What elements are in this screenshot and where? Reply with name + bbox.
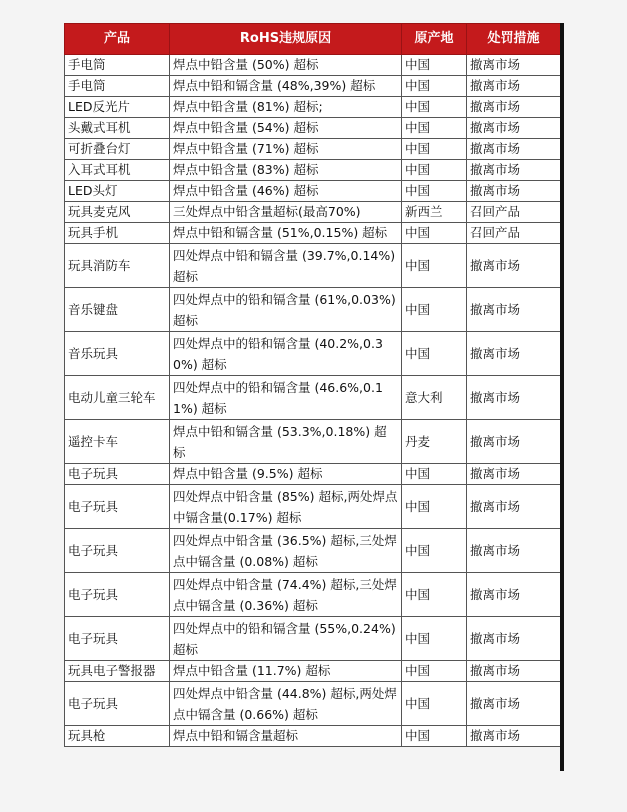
cell-origin: 中国 — [402, 139, 467, 160]
cell-origin: 中国 — [402, 682, 467, 726]
cell-action: 撤离市场 — [467, 420, 561, 464]
cell-origin: 中国 — [402, 118, 467, 139]
cell-origin: 中国 — [402, 529, 467, 573]
cell-action: 撤离市场 — [467, 181, 561, 202]
cell-action: 召回产品 — [467, 202, 561, 223]
table-row — [65, 661, 561, 682]
cell-product: 玩具消防车 — [65, 244, 170, 288]
cell-action: 撤离市场 — [467, 485, 561, 529]
cell-product: 玩具枪 — [65, 726, 170, 747]
cell-reason: 三处焊点中铅含量超标(最高70%) — [170, 202, 402, 223]
cell-reason: 四处焊点中铅含量 (44.8%) 超标,两处焊点中镉含量 (0.66%) 超标 — [170, 682, 402, 726]
table-row — [65, 376, 561, 420]
cell-reason: 四处焊点中铅含量 (36.5%) 超标,三处焊点中镉含量 (0.08%) 超标 — [170, 529, 402, 573]
table-row — [65, 139, 561, 160]
cell-reason: 焊点中铅和镉含量 (48%,39%) 超标 — [170, 76, 402, 97]
cell-origin: 中国 — [402, 181, 467, 202]
cell-origin: 中国 — [402, 332, 467, 376]
cell-product: 可折叠台灯 — [65, 139, 170, 160]
cell-product: 玩具麦克风 — [65, 202, 170, 223]
cell-product: 电子玩具 — [65, 529, 170, 573]
cell-reason: 焊点中铅和镉含量超标 — [170, 726, 402, 747]
table-row — [65, 726, 561, 747]
cell-reason: 焊点中铅含量 (54%) 超标 — [170, 118, 402, 139]
cell-origin: 中国 — [402, 661, 467, 682]
table-row — [65, 118, 561, 139]
cell-origin: 新西兰 — [402, 202, 467, 223]
cell-product: 音乐键盘 — [65, 288, 170, 332]
cell-reason: 四处焊点中的铅和镉含量 (55%,0.24%) 超标 — [170, 617, 402, 661]
cell-action: 撤离市场 — [467, 376, 561, 420]
table-header-row — [65, 24, 561, 55]
cell-action: 撤离市场 — [467, 118, 561, 139]
table-row — [65, 202, 561, 223]
cell-action: 召回产品 — [467, 223, 561, 244]
cell-origin: 中国 — [402, 288, 467, 332]
table-body — [65, 55, 561, 747]
table-row — [65, 464, 561, 485]
cell-origin: 中国 — [402, 97, 467, 118]
cell-product: 玩具电子警报器 — [65, 661, 170, 682]
table-row — [65, 529, 561, 573]
cell-product: 电子玩具 — [65, 573, 170, 617]
table-row — [65, 76, 561, 97]
cell-reason: 四处焊点中的铅和镉含量 (40.2%,0.30%) 超标 — [170, 332, 402, 376]
cell-product: 入耳式耳机 — [65, 160, 170, 181]
cell-product: LED反光片 — [65, 97, 170, 118]
cell-product: 玩具手机 — [65, 223, 170, 244]
cell-reason: 焊点中铅和镉含量 (51%,0.15%) 超标 — [170, 223, 402, 244]
cell-origin: 中国 — [402, 244, 467, 288]
table-row — [65, 223, 561, 244]
cell-action: 撤离市场 — [467, 661, 561, 682]
cell-action: 撤离市场 — [467, 160, 561, 181]
table-row — [65, 485, 561, 529]
table-row — [65, 244, 561, 288]
table-row — [65, 617, 561, 661]
cell-action: 撤离市场 — [467, 464, 561, 485]
cell-product: 遥控卡车 — [65, 420, 170, 464]
cell-origin: 丹麦 — [402, 420, 467, 464]
cell-action: 撤离市场 — [467, 55, 561, 76]
table-row — [65, 160, 561, 181]
cell-reason: 焊点中铅含量 (83%) 超标 — [170, 160, 402, 181]
cell-action: 撤离市场 — [467, 682, 561, 726]
table-row — [65, 55, 561, 76]
cell-origin: 中国 — [402, 485, 467, 529]
cell-reason: 四处焊点中的铅和镉含量 (61%,0.03%) 超标 — [170, 288, 402, 332]
cell-origin: 中国 — [402, 617, 467, 661]
cell-reason: 四处焊点中的铅和镉含量 (46.6%,0.11%) 超标 — [170, 376, 402, 420]
cell-action: 撤离市场 — [467, 139, 561, 160]
table-row — [65, 97, 561, 118]
cell-origin: 中国 — [402, 223, 467, 244]
cell-product: 头戴式耳机 — [65, 118, 170, 139]
table-right-shadow — [560, 23, 564, 771]
cell-origin: 中国 — [402, 573, 467, 617]
table-row — [65, 288, 561, 332]
header-product: 产品 — [65, 24, 170, 55]
table-row — [65, 573, 561, 617]
cell-origin: 中国 — [402, 726, 467, 747]
cell-product: 电子玩具 — [65, 485, 170, 529]
cell-action: 撤离市场 — [467, 244, 561, 288]
cell-product: 手电筒 — [65, 76, 170, 97]
cell-product: 电子玩具 — [65, 464, 170, 485]
cell-reason: 焊点中铅和镉含量 (53.3%,0.18%) 超标 — [170, 420, 402, 464]
cell-origin: 意大利 — [402, 376, 467, 420]
cell-product: 电动儿童三轮车 — [65, 376, 170, 420]
cell-action: 撤离市场 — [467, 288, 561, 332]
table-row — [65, 181, 561, 202]
cell-reason: 焊点中铅含量 (9.5%) 超标 — [170, 464, 402, 485]
cell-action: 撤离市场 — [467, 617, 561, 661]
cell-product: LED头灯 — [65, 181, 170, 202]
cell-reason: 四处焊点中铅含量 (74.4%) 超标,三处焊点中镉含量 (0.36%) 超标 — [170, 573, 402, 617]
cell-action: 撤离市场 — [467, 76, 561, 97]
cell-reason: 焊点中铅含量 (71%) 超标 — [170, 139, 402, 160]
cell-reason: 焊点中铅含量 (81%) 超标; — [170, 97, 402, 118]
cell-origin: 中国 — [402, 160, 467, 181]
cell-reason: 四处焊点中铅和镉含量 (39.7%,0.14%) 超标 — [170, 244, 402, 288]
cell-reason: 焊点中铅含量 (50%) 超标 — [170, 55, 402, 76]
header-origin: 原产地 — [402, 24, 467, 55]
cell-product: 电子玩具 — [65, 682, 170, 726]
table-row — [65, 682, 561, 726]
rohs-violation-table — [64, 23, 561, 747]
cell-product: 手电筒 — [65, 55, 170, 76]
cell-product: 电子玩具 — [65, 617, 170, 661]
cell-reason: 四处焊点中铅含量 (85%) 超标,两处焊点中镉含量(0.17%) 超标 — [170, 485, 402, 529]
table-row — [65, 420, 561, 464]
cell-origin: 中国 — [402, 76, 467, 97]
header-action: 处罚措施 — [467, 24, 561, 55]
cell-action: 撤离市场 — [467, 529, 561, 573]
cell-reason: 焊点中铅含量 (11.7%) 超标 — [170, 661, 402, 682]
cell-action: 撤离市场 — [467, 573, 561, 617]
cell-product: 音乐玩具 — [65, 332, 170, 376]
cell-origin: 中国 — [402, 464, 467, 485]
cell-reason: 焊点中铅含量 (46%) 超标 — [170, 181, 402, 202]
table-row — [65, 332, 561, 376]
cell-action: 撤离市场 — [467, 726, 561, 747]
cell-action: 撤离市场 — [467, 97, 561, 118]
header-reason: RoHS违规原因 — [170, 24, 402, 55]
cell-origin: 中国 — [402, 55, 467, 76]
cell-action: 撤离市场 — [467, 332, 561, 376]
